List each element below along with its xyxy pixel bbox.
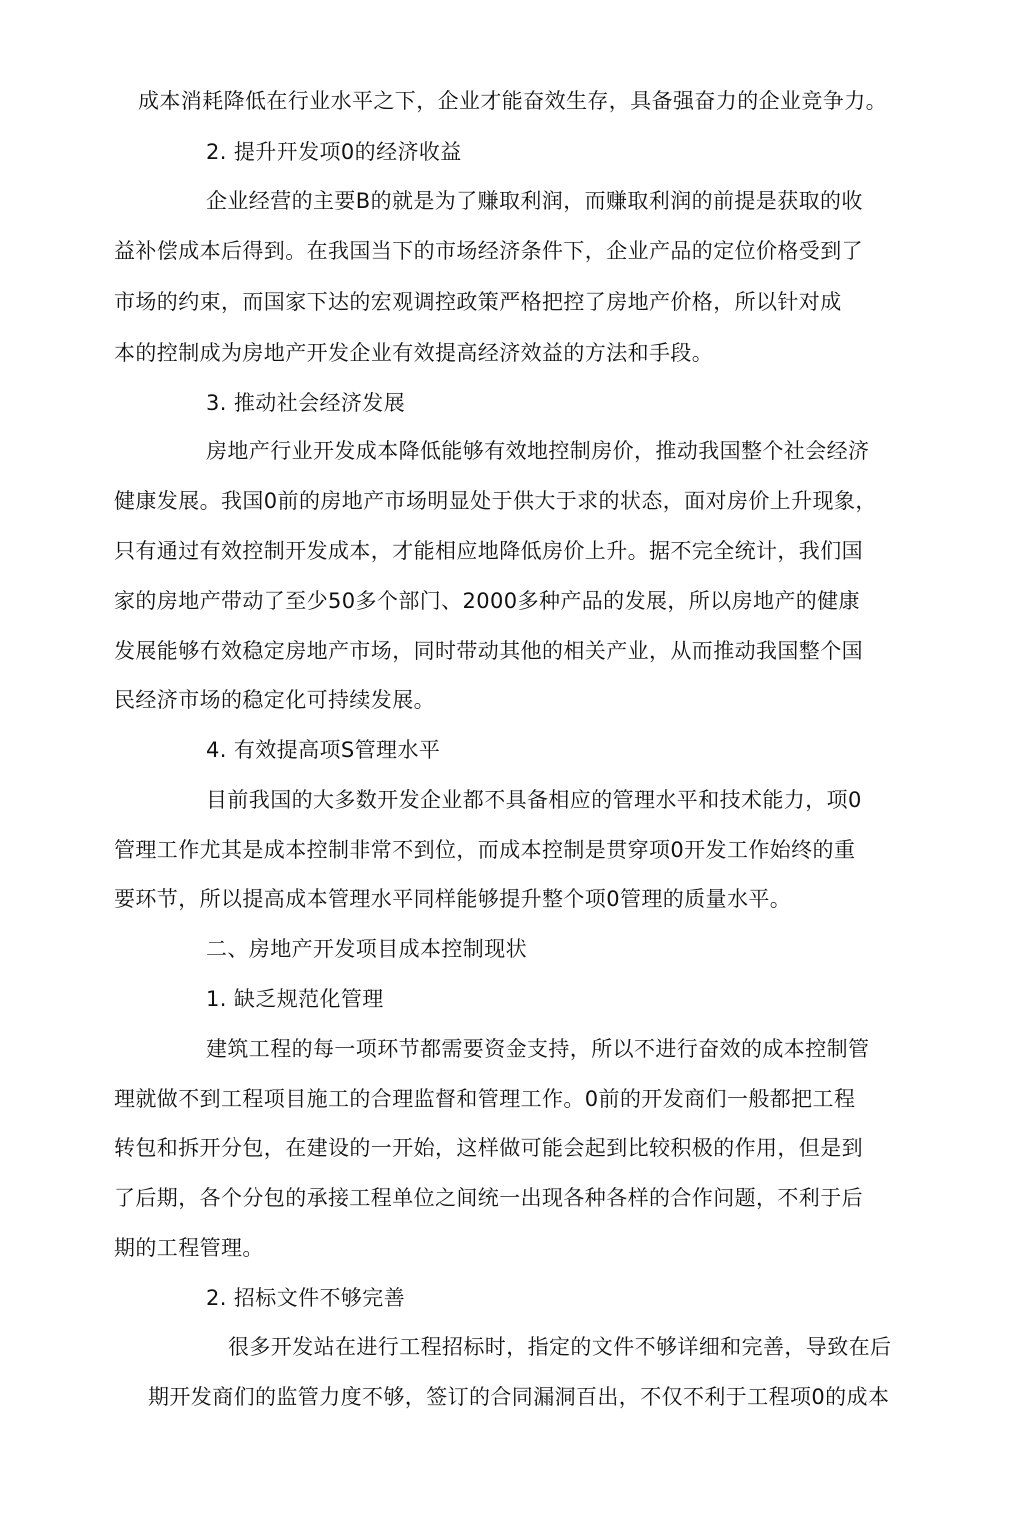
- paragraph-first-line: 房地产行业开发成本降低能够有效地控制房价，推动我国整个社会经济: [206, 439, 870, 463]
- body-text-line: 管理工作尤其是成本控制非常不到位，而成本控制是贯穿项0开发工作始终的重: [114, 838, 856, 862]
- section-heading: 3. 推动社会经济发展: [206, 391, 406, 415]
- paragraph-first-line: 建筑工程的每一项环节都需要资金支持，所以不进行奋效的成本控制管: [206, 1037, 870, 1061]
- body-text-line: 家的房地产带动了至少50多个部门、2000多种产品的发展，所以房地产的健康: [114, 589, 860, 613]
- body-text-line: 本的控制成为房地产开发企业有效提高经济效益的方法和手段。: [114, 341, 714, 365]
- body-text-line: 市场的约束，而国家下达的宏观调控政策严格把控了房地产价格，所以针对成: [114, 290, 842, 314]
- paragraph-first-line: 很多开发站在进行工程招标时，指定的文件不够详细和完善，导致在后: [228, 1335, 892, 1359]
- body-text-line: 期的工程管理。: [114, 1236, 264, 1260]
- section-heading: 1. 缺乏规范化管理: [206, 987, 384, 1011]
- section-heading: 2. 提升幵发项0的经济收益: [206, 140, 462, 164]
- body-text-line: 要环节，所以提高成本管理水平同样能够提升整个项0管理的质量水平。: [114, 887, 792, 911]
- body-text-line: 理就做不到工程项目施工的合理监督和管理工作。0前的开发商们一般都把工程: [114, 1087, 856, 1111]
- body-text-line: 了后期，各个分包的承接工程单位之间统一出现各种各样的合作问题，不利于后: [114, 1186, 863, 1210]
- body-text-line: 益补偿成本后得到。在我国当下的市场经济条件下，企业产品的定位价格受到了: [114, 239, 863, 263]
- section-heading: 4. 有效提高项S管理水平: [206, 738, 441, 762]
- body-text-line: 民经济市场的稳定化可持续发展。: [114, 688, 435, 712]
- body-text-line: 健康发展。我国0前的房地产市场明显处于供大于求的状态，面对房价上升现象，: [114, 489, 877, 513]
- body-text-line: 期开发商们的监管力度不够，签订的合同漏洞百出，不仅不利于工程项0的成本: [148, 1385, 890, 1409]
- chapter-heading: 二、房地产开发项目成本控制现状: [206, 937, 527, 961]
- paragraph-first-line: 目前我国的大多数开发企业都不具备相应的管理水平和技术能力，项0: [206, 788, 862, 812]
- body-text-line: 只有通过有效控制开发成本，才能相应地降低房价上升。据不完全统计，我们国: [114, 539, 863, 563]
- body-text-line: 发展能够冇效稳定房地产市场，同时带动其他的相关产业，从而推动我国整个国: [114, 639, 863, 663]
- section-heading: 2. 招标文件不够完善: [206, 1286, 406, 1310]
- body-text-line: 转包和拆开分包，在建设的一开始，这样做可能会起到比较积极的作用，但是到: [114, 1136, 863, 1160]
- body-text-line: 成本消耗降低在行业水平之下，企业才能奋效生存，具备强奋力的企业竞争力。: [138, 89, 887, 113]
- paragraph-first-line: 企业经营的主要B的就是为了赚取利润，而赚取利润的前提是获取的收: [206, 189, 863, 213]
